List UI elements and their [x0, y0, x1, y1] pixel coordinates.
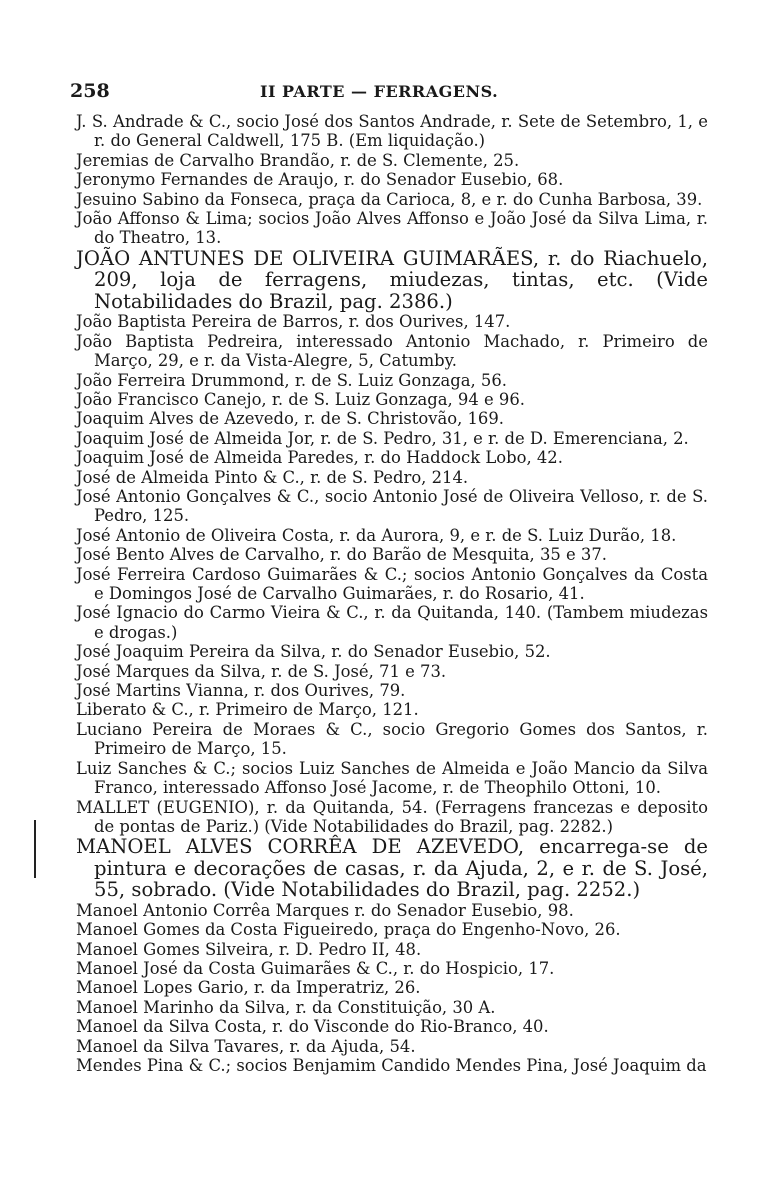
- directory-entry: Joaquim Alves de Azevedo, r. de S. Christovão, 169.: [76, 409, 505, 429]
- directory-entry: José Ferreira Cardoso Guimarães & C.; socios Antonio Gonçalves da Costa e Domingos José de Carvalho Guimarães, r. do Rosario, 41.: [76, 564, 708, 604]
- directory-entry: JOÃO ANTUNES DE OLIVEIRA GUIMARÃES, r. do Riachuelo, 209, loja de ferragens, miudezas, tintas, etc. (Vide Notabilidades do Brazil, pag. 2386.): [76, 246, 708, 313]
- directory-entry: José Antonio de Oliveira Costa, r. da Aurora, 9, e r. de S. Luiz Durão, 18.: [76, 525, 677, 545]
- directory-entry: MALLET (EUGENIO), r. da Quitanda, 54. (Ferragens francezas e deposito de pontas de Pariz.) (Vide Notabilidades do Brazil, pag. 2282.): [76, 797, 708, 836]
- page-header: [70, 80, 710, 104]
- directory-entry: J. S. Andrade & C., socio José dos Santos Andrade, r. Sete de Setembro, 1, e r. do General Caldwell, 175 B. (Em liquidação.): [76, 112, 708, 151]
- directory-entry: José Joaquim Pereira da Silva, r. do Senador Eusebio, 52.: [76, 642, 551, 662]
- directory-entry: Manoel José da Costa Guimarães & C., r. do Hospicio, 17.: [76, 959, 555, 979]
- directory-entry: Jesuino Sabino da Fonseca, praça da Carioca, 8, e r. do Cunha Barbosa, 39.: [76, 189, 703, 209]
- directory-entry: Manoel Lopes Gario, r. da Imperatriz, 26.: [76, 978, 421, 998]
- directory-entry: Joaquim José de Almeida Paredes, r. do Haddock Lobo, 42.: [76, 448, 563, 468]
- directory-entry: João Affonso & Lima; socios João Alves Affonso e João José da Silva Lima, r. do Theatro, 13.: [76, 209, 708, 248]
- directory-entry: Manoel Gomes Silveira, r. D. Pedro II, 48.: [76, 939, 422, 959]
- directory-entry: José Bento Alves de Carvalho, r. do Barão de Mesquita, 35 e 37.: [76, 545, 607, 565]
- directory-entry: João Ferreira Drummond, r. de S. Luiz Gonzaga, 56.: [76, 370, 507, 390]
- directory-entry: Manoel Gomes da Costa Figueiredo, praça do Engenho-Novo, 26.: [76, 920, 621, 940]
- directory-entry: José Antonio Gonçalves & C., socio Antonio José de Oliveira Velloso, r. de S. Pedro, 125.: [76, 487, 708, 526]
- directory-entry: MANOEL ALVES CORRÊA DE AZEVEDO, encarrega-se de pintura e decorações de casas, r. da Ajuda, 2, e r. de S. José, 55, sobrado. (Vide Notabilidades do Brazil, pag. 2252.): [76, 835, 708, 902]
- directory-entry-list: [76, 112, 708, 1075]
- directory-entry: Manoel Antonio Corrêa Marques r. do Senador Eusebio, 98.: [76, 900, 574, 920]
- directory-entry: José Martins Vianna, r. dos Ourives, 79.: [76, 681, 406, 701]
- margin-mark: [34, 820, 36, 878]
- directory-entry: Jeronymo Fernandes de Araujo, r. do Senador Eusebio, 68.: [76, 170, 564, 190]
- directory-entry: Manoel da Silva Costa, r. do Visconde do Rio-Branco, 40.: [76, 1017, 549, 1037]
- page-number: 258: [70, 80, 110, 102]
- directory-entry: Manoel Marinho da Silva, r. da Constituição, 30 A.: [76, 997, 496, 1017]
- directory-entry: Luiz Sanches & C.; socios Luiz Sanches de Almeida e João Mancio da Silva Franco, interessado Affonso José Jacome, r. de Theophilo Ottoni, 10.: [76, 758, 708, 798]
- directory-entry: João Baptista Pedreira, interessado Antonio Machado, r. Primeiro de Março, 29, e r. da Vista-Alegre, 5, Catumby.: [76, 331, 708, 371]
- directory-entry: Liberato & C., r. Primeiro de Março, 121.: [76, 700, 419, 720]
- directory-entry: Joaquim José de Almeida Jor, r. de S. Pedro, 31, e r. de D. Emerenciana, 2.: [76, 428, 689, 448]
- directory-entry: José Ignacio do Carmo Vieira & C., r. da Quitanda, 140. (Tambem miudezas e drogas.): [76, 603, 708, 642]
- directory-entry: João Baptista Pereira de Barros, r. dos Ourives, 147.: [76, 312, 511, 332]
- directory-entry: Manoel da Silva Tavares, r. da Ajuda, 54.: [76, 1036, 416, 1056]
- directory-entry: Jeremias de Carvalho Brandão, r. de S. Clemente, 25.: [76, 150, 520, 170]
- running-head: II PARTE — FERRAGENS.: [260, 82, 499, 101]
- directory-entry: João Francisco Canejo, r. de S. Luiz Gonzaga, 94 e 96.: [76, 389, 525, 409]
- directory-entry: Mendes Pina & C.; socios Benjamim Candido Mendes Pina, José Joaquim da: [76, 1056, 707, 1076]
- directory-entry: José de Almeida Pinto & C., r. de S. Pedro, 214.: [76, 467, 469, 487]
- directory-entry: José Marques da Silva, r. de S. José, 71 e 73.: [76, 661, 447, 681]
- directory-entry: Luciano Pereira de Moraes & C., socio Gregorio Gomes dos Santos, r. Primeiro de Março, 15.: [76, 719, 708, 759]
